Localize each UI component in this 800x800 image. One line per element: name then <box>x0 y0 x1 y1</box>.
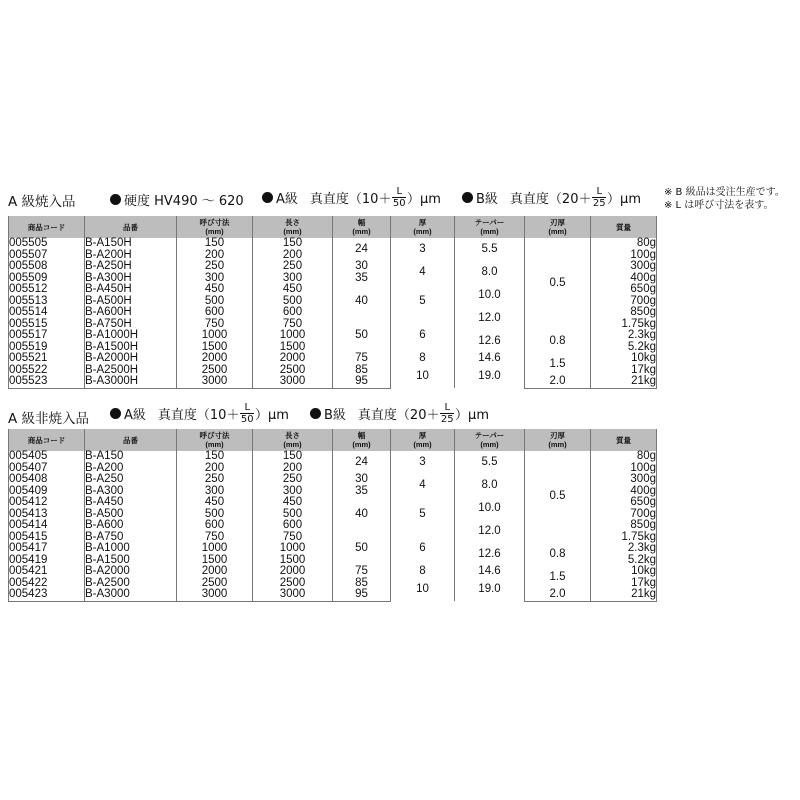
header-blade: 刃厚 (mm) <box>525 429 591 451</box>
cell-taper: 12.0 <box>455 520 525 543</box>
header-blade: 刃厚 (mm) <box>525 216 591 238</box>
table-row: 005522 B-A2500H 2500 2500 85 10 19.0 17kg <box>9 365 657 377</box>
table-row: 005519 B-A1500H 1500 1500 5.2kg <box>9 340 656 353</box>
cell-taper: 10.0 <box>455 497 525 520</box>
bullet-icon <box>110 408 121 419</box>
bullet-icon <box>110 194 121 205</box>
fraction: $\frac{L}{25}$ <box>592 186 606 209</box>
table-row: 005523 B-A3000H 3000 3000 95 2.0 21kg <box>9 375 656 387</box>
cell-width: 24 <box>333 238 391 261</box>
note-b-grade: ※ B 級品は受注生産です。 <box>664 187 785 198</box>
hardness-spec: 硬度 HV490 ～ 620 <box>110 190 244 209</box>
cell-width: 40 <box>333 284 391 319</box>
cell-width: 30 <box>333 474 391 486</box>
cell-thick: 4 <box>391 261 455 284</box>
table-row: 005507 B-A200H 200 200 100g <box>9 248 656 261</box>
cell-width: 50 <box>333 532 391 567</box>
bullet-icon <box>462 192 473 203</box>
cell-thick: 3 <box>391 238 455 261</box>
hardened-spec-table <box>8 216 657 389</box>
cell-width: 30 <box>333 261 391 273</box>
header-thick: 厚 (mm) <box>391 429 455 451</box>
table-row: 005515 B-A750H 750 750 50 6 1.75kg <box>9 319 657 331</box>
cell-code: 005505 <box>9 238 85 250</box>
table-row: 005421 B-A2000 2000 2000 75 8 14.6 1.5 10kg <box>9 566 657 578</box>
cell-taper: 12.0 <box>455 307 525 330</box>
table-header-row <box>9 429 657 451</box>
header-width: 幅 (mm) <box>333 216 391 238</box>
cell-blade: 1.5 <box>525 566 591 589</box>
table-row: 005521 B-A2000H 2000 2000 75 8 14.6 1.5 10kg <box>9 353 657 365</box>
a-grade-straightness-2: A級 真直度（10＋ $\frac{L}{50}$ ）μm <box>110 402 289 425</box>
header-nominal: 呼び寸法 (mm) <box>177 216 253 238</box>
cell-width: 35 <box>333 486 391 498</box>
cell-width: 35 <box>333 273 391 285</box>
table-row: 005514 B-A600H 600 600 12.0 850g <box>9 307 657 319</box>
cell-taper: 10.0 <box>455 284 525 307</box>
cell-thick: 4 <box>391 474 455 497</box>
cell-taper: 19.0 <box>455 365 525 389</box>
notes <box>664 186 785 212</box>
cell-taper: 8.0 <box>455 261 525 284</box>
cell-thick: 10 <box>391 365 455 389</box>
table-row: 005409 B-A300 300 300 35 400g <box>9 484 656 497</box>
cell-taper: 14.6 <box>455 353 525 365</box>
cell-thick: 6 <box>391 319 455 354</box>
header-width: 幅 (mm) <box>333 429 391 451</box>
table-row: 005412 B-A450 450 450 40 5 10.0 650g <box>9 497 657 509</box>
cell-blade: 0.8 <box>525 543 591 566</box>
cell-thick: 10 <box>391 578 455 602</box>
header-length: 長さ (mm) <box>253 429 333 451</box>
table-row: 005417 B-A1000 1000 1000 12.6 0.8 2.3kg <box>9 543 657 555</box>
cell-thick: 5 <box>391 497 455 532</box>
cell-taper: 8.0 <box>455 474 525 497</box>
cell-thick: 5 <box>391 284 455 319</box>
cell-width: 95 <box>333 589 391 601</box>
table-row: 005405 B-A150 150 150 24 3 5.5 0.5 80g <box>9 451 657 463</box>
cell-mass: 80g <box>591 238 657 250</box>
header-part: 品番 <box>85 216 177 238</box>
table-row: 005407 B-A200 200 200 100g <box>9 461 656 474</box>
header-mass: 質量 <box>591 216 657 238</box>
cell-width: 75 <box>333 566 391 578</box>
non-hardened-spec-table <box>8 429 657 602</box>
fraction: $\frac{L}{25}$ <box>440 402 454 425</box>
section-title-hardened: A 級焼入品 <box>8 194 76 210</box>
cell-taper: 5.5 <box>455 238 525 261</box>
header-taper: テーパー (mm) <box>455 216 525 238</box>
header-code: 商品コード <box>9 216 85 238</box>
cell-width: 24 <box>333 451 391 474</box>
cell-thick: 6 <box>391 532 455 567</box>
table-row: 005513 B-A500H 500 500 700g <box>9 294 656 307</box>
header-nominal: 呼び寸法 (mm) <box>177 429 253 451</box>
table-row: 005509 B-A300H 300 300 35 400g <box>9 271 656 284</box>
cell-blade: 0.5 <box>525 238 591 330</box>
bullet-icon <box>262 192 273 203</box>
cell-thick: 8 <box>391 353 455 365</box>
note-l-nominal: ※ L は呼び寸法を表す。 <box>664 200 774 211</box>
header-part: 品番 <box>85 429 177 451</box>
section-title-non-hardened: A 級非焼入品 <box>8 411 90 427</box>
cell-blade: 2.0 <box>525 376 591 388</box>
cell-taper: 12.6 <box>455 543 525 566</box>
cell-blade: 0.5 <box>525 451 591 543</box>
header-thick: 厚 (mm) <box>391 216 455 238</box>
cell-taper: 14.6 <box>455 566 525 578</box>
cell-blade: 0.8 <box>525 330 591 353</box>
cell-blade: 1.5 <box>525 353 591 376</box>
a-grade-straightness: A級 真直度（10＋ $\frac{L}{50}$ ）μm <box>262 186 441 209</box>
cell-length: 150 <box>253 238 333 250</box>
fraction: $\frac{L}{50}$ <box>392 186 406 209</box>
table-row: 005508 B-A250H 250 250 30 4 8.0 300g <box>9 261 657 273</box>
cell-width: 85 <box>333 365 391 377</box>
fraction: $\frac{L}{50}$ <box>240 402 254 425</box>
table-row: 005423 B-A3000 3000 3000 95 2.0 21kg <box>9 588 656 600</box>
bullet-icon <box>310 408 321 419</box>
cell-taper: 5.5 <box>455 451 525 474</box>
cell-nominal: 150 <box>177 238 253 250</box>
cell-width: 50 <box>333 319 391 354</box>
header-code: 商品コード <box>9 429 85 451</box>
header-mass: 質量 <box>591 429 657 451</box>
header-taper: テーパー (mm) <box>455 429 525 451</box>
b-grade-straightness: B級 真直度（20＋ $\frac{L}{25}$ ）μm <box>462 186 641 209</box>
table-row: 005517 B-A1000H 1000 1000 12.6 0.8 2.3kg <box>9 330 657 342</box>
cell-blade: 2.0 <box>525 589 591 601</box>
table-row: 005512 B-A450H 450 450 40 5 10.0 650g <box>9 284 657 296</box>
cell-thick: 3 <box>391 451 455 474</box>
b-grade-straightness-2: B級 真直度（20＋ $\frac{L}{25}$ ）μm <box>310 402 489 425</box>
header-length: 長さ (mm) <box>253 216 333 238</box>
cell-width: 95 <box>333 376 391 388</box>
cell-width: 85 <box>333 578 391 590</box>
cell-width: 40 <box>333 497 391 532</box>
cell-taper: 12.6 <box>455 330 525 353</box>
table-row: 005422 B-A2500 2500 2500 85 10 19.0 17kg <box>9 578 657 590</box>
cell-width: 75 <box>333 353 391 365</box>
table-row: 005414 B-A600 600 600 12.0 850g <box>9 520 657 532</box>
cell-thick: 8 <box>391 566 455 578</box>
table-row: 005415 B-A750 750 750 50 6 1.75kg <box>9 532 657 544</box>
table-row: 005419 B-A1500 1500 1500 5.2kg <box>9 553 656 566</box>
table-row: 005413 B-A500 500 500 700g <box>9 507 656 520</box>
cell-taper: 19.0 <box>455 578 525 602</box>
table-row: 005408 B-A250 250 250 30 4 8.0 300g <box>9 474 657 486</box>
table-header-row <box>9 216 657 238</box>
table-row <box>9 238 657 250</box>
cell-part: B-A150H <box>85 238 177 250</box>
